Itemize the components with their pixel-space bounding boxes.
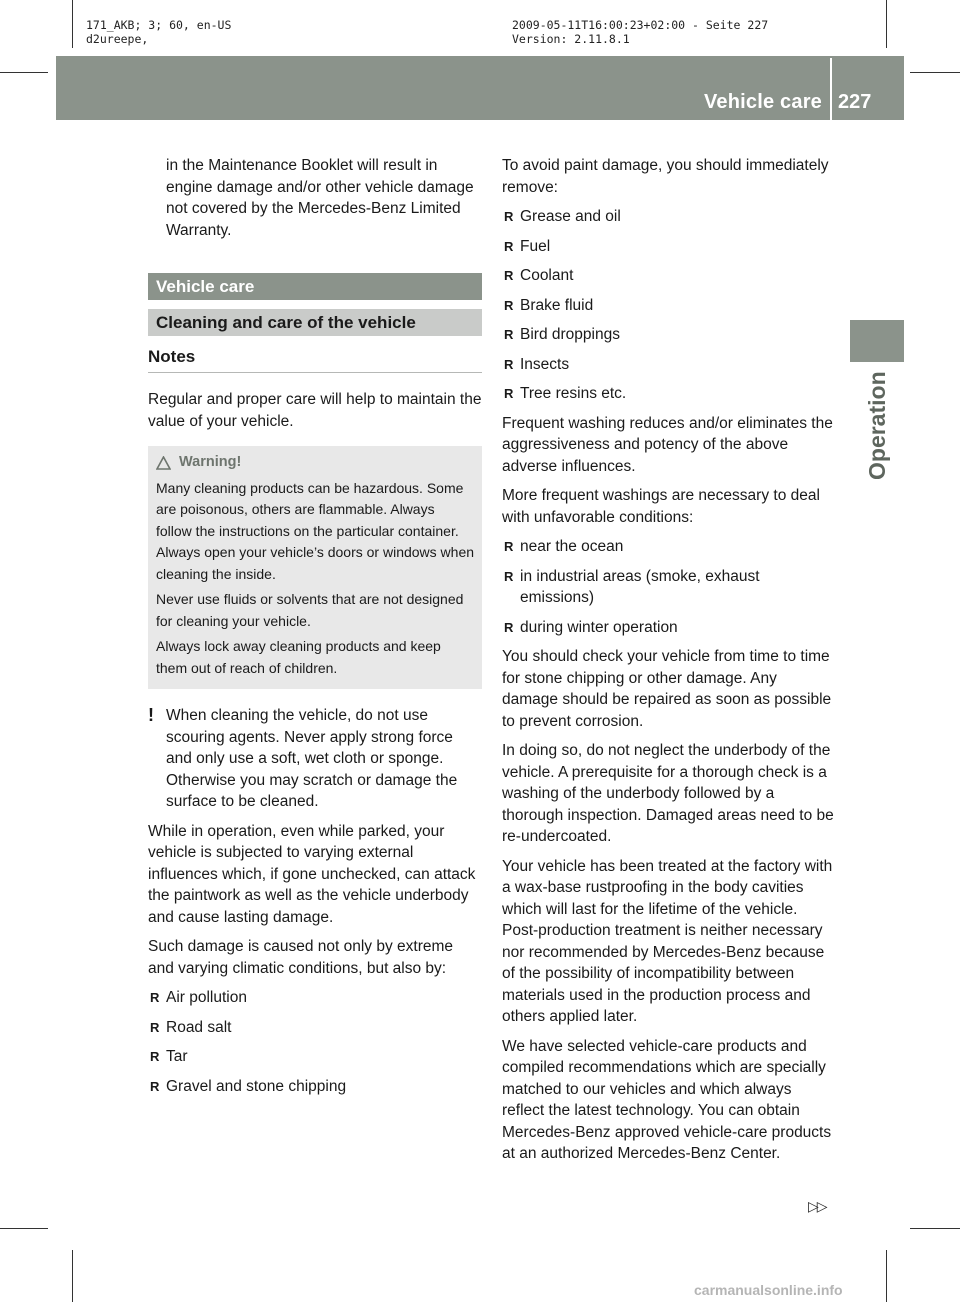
continue-marker: ▷▷ xyxy=(808,1198,826,1214)
bullet-marker: R xyxy=(504,327,514,342)
list-item xyxy=(502,354,836,376)
print-meta-line: 2009-05-11T16:00:23+02:00 - Seite 227 xyxy=(512,18,769,32)
body-paragraph: Your vehicle has been treated at the factory with a wax-base rustproofing in the body cavities which will last for the lifetime of the vehicle. Post-production treatment is neither necessary nor recommended by Mercedes-Benz because of the possibility of incompatibility between materials used in the production process and others applied later. xyxy=(502,857,833,1025)
bullet-marker: R xyxy=(150,1019,160,1035)
section-heading: Vehicle care xyxy=(148,273,482,300)
list-item xyxy=(502,536,836,558)
crop-mark xyxy=(910,72,960,73)
bullet-marker: R xyxy=(504,386,514,401)
list-item-text: during winter operation xyxy=(520,618,678,636)
list-item xyxy=(502,206,836,228)
list-item xyxy=(502,566,836,609)
notes-heading: Notes xyxy=(148,344,482,373)
warning-triangle-icon xyxy=(156,456,171,470)
bullet-marker: R xyxy=(504,619,514,635)
notice-block xyxy=(148,705,482,813)
chapter-label-wrap xyxy=(856,362,896,502)
crop-mark xyxy=(910,1228,960,1229)
list-item-text: Grease and oil xyxy=(520,208,621,225)
page-title: Vehicle care xyxy=(703,91,822,113)
list-item xyxy=(502,265,836,287)
print-meta-line: Version: 2.11.8.1 xyxy=(512,32,630,46)
list-item xyxy=(502,617,836,639)
crop-mark xyxy=(72,0,73,48)
list-item xyxy=(148,1017,482,1039)
list-item-text: Fuel xyxy=(520,237,551,255)
list-item-text: Tree resins etc. xyxy=(520,385,627,402)
warning-header xyxy=(156,452,474,474)
warning-paragraph: Always lock away cleaning products and keep them out of reach of children. xyxy=(156,638,441,676)
intro-paragraph: in the Maintenance Booklet will result in engine damage and/or other vehicle damage not covered by the Mercedes-Benz Limited Warranty. xyxy=(166,157,474,239)
chapter-tab xyxy=(850,320,904,362)
bullet-marker: R xyxy=(504,209,514,224)
print-meta-right xyxy=(512,18,768,46)
crop-mark xyxy=(72,1250,73,1302)
body-paragraph: While in operation, even while parked, your vehicle is subjected to varying external influences which, if gone unchecked, can attack the paintwork as well as the vehicle underbody and cause lasting damage. xyxy=(148,822,476,926)
list-item-text: Tar xyxy=(166,1048,188,1065)
list-item xyxy=(502,324,836,346)
bullet-marker: R xyxy=(150,990,160,1005)
print-meta-left xyxy=(86,18,231,46)
warning-paragraph: Many cleaning products can be hazardous. Some are poisonous, others are flammable. Always follow the instructions on the particular container. Always open your vehicle’s doors or windows when cleaning the inside. xyxy=(156,479,475,582)
list-item-text: in industrial areas (smoke, exhaust emissions) xyxy=(520,567,760,606)
watermark: carmanualsonline.info xyxy=(694,1282,843,1298)
bullet-marker: R xyxy=(504,568,514,584)
warning-paragraph: Never use fluids or solvents that are not designed for cleaning your vehicle. xyxy=(156,591,464,629)
print-meta-line: 171_AKB; 3; 60, en-US xyxy=(86,18,232,32)
list-item-text: Coolant xyxy=(520,267,574,284)
warning-box xyxy=(148,446,482,689)
body-paragraph: In doing so, do not neglect the underbody of the vehicle. A prerequisite for a thorough check is a washing of the underbody followed by a thorough inspection. Damaged areas need to be re-undercoated. xyxy=(502,742,834,845)
bullet-marker: R xyxy=(150,1078,160,1094)
list-item-text: Brake fluid xyxy=(520,296,594,314)
list-item-text: near the ocean xyxy=(520,538,624,555)
list-item-text: Insects xyxy=(520,355,570,373)
list-item-text: Gravel and stone chipping xyxy=(166,1077,347,1095)
crop-mark xyxy=(886,0,887,48)
list-item xyxy=(502,295,836,317)
list-item xyxy=(148,987,482,1009)
notice-text: When cleaning the vehicle, do not use scouring agents. Never apply strong force and only use a soft, wet cloth or sponge. Otherwise you may scratch or damage the surface to be cleaned. xyxy=(166,707,458,810)
body-paragraph: To avoid paint damage, you should immediately remove: xyxy=(502,157,829,196)
crop-mark xyxy=(0,72,48,73)
subsection-heading: Cleaning and care of the vehicle xyxy=(148,309,482,336)
bullet-marker: R xyxy=(504,268,514,283)
right-column xyxy=(502,155,836,1173)
warning-title: Warning! xyxy=(179,454,242,470)
list-item-text: Road salt xyxy=(166,1018,232,1036)
page-number: 227 xyxy=(838,91,872,113)
bullet-marker: R xyxy=(504,539,514,554)
notice-icon: ! xyxy=(148,705,154,725)
body-paragraph: Frequent washing reduces and/or eliminates the aggressiveness and potency of the above adverse influences. xyxy=(502,414,833,475)
chapter-label: Operation xyxy=(864,371,890,480)
list-item xyxy=(502,383,836,405)
body-paragraph: Such damage is caused not only by extreme and varying climatic conditions, but also by: xyxy=(148,938,454,977)
list-item-text: Bird droppings xyxy=(520,326,620,343)
list-item xyxy=(148,1046,482,1068)
notes-paragraph: Regular and proper care will help to maintain the value of your vehicle. xyxy=(148,391,482,430)
header-separator xyxy=(830,58,832,120)
bullet-marker: R xyxy=(150,1049,160,1064)
left-column xyxy=(148,155,482,1105)
crop-mark xyxy=(886,1250,887,1302)
bullet-marker: R xyxy=(504,238,514,254)
list-item xyxy=(148,1076,482,1098)
bullet-marker: R xyxy=(504,356,514,372)
body-paragraph: You should check your vehicle from time to time for stone chipping or other damage. Any damage should be repaired as soon as possible to prevent corrosion. xyxy=(502,648,832,730)
crop-mark xyxy=(0,1228,48,1229)
bullet-marker: R xyxy=(504,297,514,313)
body-paragraph: More frequent washings are necessary to deal with unfavorable conditions: xyxy=(502,487,820,526)
list-item-text: Air pollution xyxy=(166,989,247,1006)
list-item xyxy=(502,236,836,258)
body-paragraph: We have selected vehicle-care products and compiled recommendations which are specially matched to our vehicles and which always reflect the latest technology. You can obtain Mercedes-Benz approved vehicle-care products at an authorized Mercedes-Benz Center. xyxy=(502,1037,832,1162)
print-meta-line: d2ureepe, xyxy=(86,32,149,46)
